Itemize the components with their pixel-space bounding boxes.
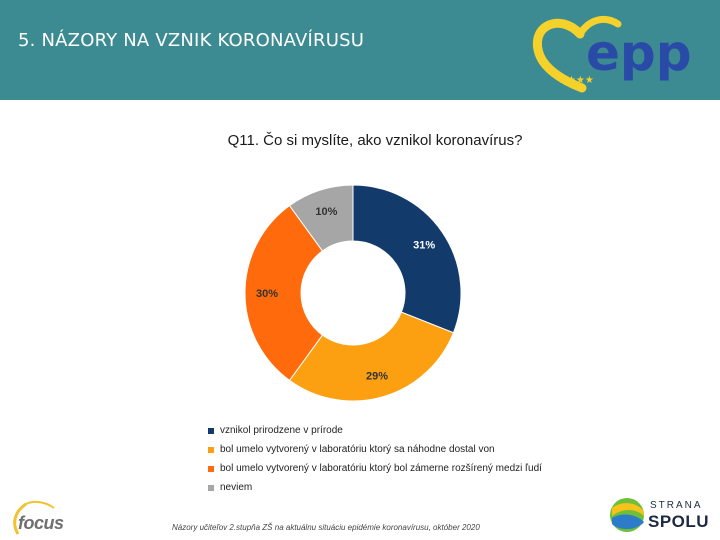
svg-text:epp: epp: [586, 24, 692, 82]
header-bar: [0, 0, 720, 100]
legend-swatch-2: [208, 466, 214, 472]
legend-item-3: [208, 478, 542, 497]
legend-label-2: bol umelo vytvorený v laboratóriu ktorý bol zámerne rozšírený medzi ľudí: [220, 463, 542, 474]
page-title: 5. NÁZORY NA VZNIK KORONAVÍRUSU: [18, 30, 365, 51]
donut-slice-0: [353, 185, 461, 333]
focus-logo-text: focus: [18, 513, 64, 533]
spolu-logo-top-text: STRANA: [650, 500, 703, 511]
donut-slice-1: [290, 312, 454, 401]
donut-label-0: 31%: [413, 239, 436, 252]
donut-label-1: 29%: [365, 370, 389, 383]
legend-swatch-0: [208, 428, 214, 434]
donut-label-2: 30%: [255, 288, 279, 300]
legend-label-1: bol umelo vytvorený v laboratóriu ktorý sa náhodne dostal von: [220, 444, 495, 455]
legend-item-0: [208, 421, 542, 440]
spolu-logo-bottom-text: SPOLU: [648, 512, 710, 531]
legend-item-1: [208, 440, 542, 459]
epp-logo-icon: [522, 4, 702, 96]
donut-chart: [238, 178, 468, 408]
legend-label-0: vznikol prirodzene v prírode: [220, 425, 343, 436]
chart-legend: [208, 421, 542, 497]
footnote: Názory učiteľov 2.stupňa ZŠ na aktuálnu situáciu epidémie koronavírusu, október 2020: [172, 523, 480, 532]
legend-swatch-1: [208, 447, 214, 453]
legend-swatch-3: [208, 485, 214, 491]
spolu-logo-icon: [608, 496, 646, 534]
svg-text:★★★★: ★★★★: [558, 75, 594, 86]
chart-question: Q11. Čo si myslíte, ako vznikol koronavírus?: [227, 132, 523, 149]
legend-item-2: [208, 459, 542, 478]
donut-label-3: 10%: [315, 206, 338, 219]
legend-label-3: neviem: [220, 482, 253, 493]
